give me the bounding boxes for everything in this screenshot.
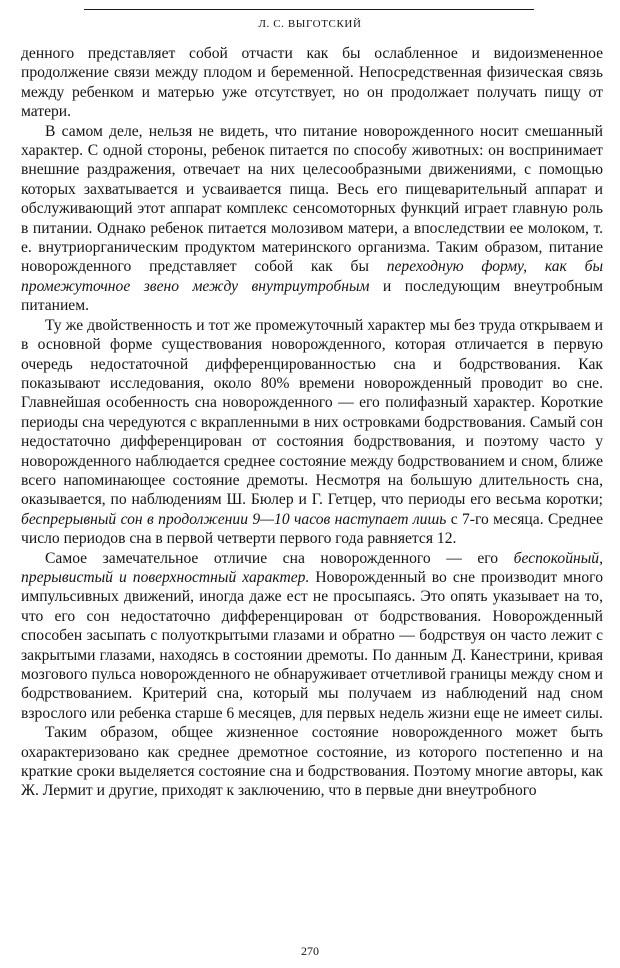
paragraph-3-text-c: с 7-го месяца. Среднее число периодов сна в первой четверти первого года равняется 12. (21, 510, 604, 548)
paragraph-4-text-c: Новорожденный во сне производит много импульсивных движений, иногда даже ест не просыпаясь. Это опять указывает на то, что его сон недостаточно дифференцирован от бодрствования. Новорожденный способен засыпать с полуоткрытыми глазами и обратно — бодрствуя он часто лежит с закрытыми глазами, находясь в состоянии дремоты. По данным Д. Канестрини, кривая мозгового пульса новорожденного не обнаруживает отчетливой границы между сном и бодрствованием. Критерий сна, который мы получаем из наблюдений над сном взрослого или ребенка старше 6 месяцев, для первых недель жизни еще не имеет силы. (21, 568, 603, 722)
paragraph-1-text: денного представляет собой отчасти как бы ослабленное и видоизмененное продолжение связи между плодом и беременной. Непосредственная физическая связь между ребенком и матерью уже отсутствует, но он продолжает получать пищу от матери. (21, 45, 603, 121)
paragraph-4-emphasis: беспокойный, прерывистый и поверхностный характер. (21, 549, 603, 586)
paragraph-1 (21, 44, 603, 122)
header-rule (84, 9, 534, 10)
running-head: Л. С. ВЫГОТСКИЙ (258, 18, 362, 30)
paragraph-5 (21, 723, 603, 801)
paragraph-2-emphasis: переходную форму, как бы промежуточное звено между внутриутробным (21, 258, 604, 295)
page-number: 270 (301, 944, 319, 958)
paragraph-2-text-c: и последующим внеутробным питанием. (21, 277, 603, 315)
body-text (21, 44, 603, 801)
paragraph-2-text-a: В самом деле, нельзя не видеть, что питание новорожденного носит смешанный характер. С одной стороны, ребенок питается по способу животных: он воспринимает внешние раздражения, отвечает на них целесообразными движениями, с помощью которых захватывается и усваивается пища. Весь его пищеварительный аппарат и обслуживающий этот аппарат комплекс сенсомоторных функций играет главную роль в питании. Однако ребенок питается молозивом матери, а впоследствии ее молоком, т. е. внутриорганическим продуктом материнского организма. Таким образом, питание новорожденного представляет собой как бы (21, 122, 603, 276)
paragraph-5-text-a: Таким образом, общее жизненное состояние новорожденного может быть охарактеризовано как среднее дремотное состояние, из которого постепенно и на краткие сроки выделяется состояние сна и бодрствования. Поэтому многие авторы, как Ж. Лермит и другие, приходят к заключению, что в первые дни внеутробного (21, 724, 603, 800)
paragraph-4-text-a: Самое замечательное отличие сна новорожденного — его (45, 549, 514, 567)
paragraph-2 (21, 122, 603, 316)
paragraph-4 (21, 549, 603, 724)
paragraph-3 (21, 316, 603, 549)
paragraph-3-text-a: Ту же двойственность и тот же промежуточный характер мы без труда открываем и в основной форме существования новорожденного, которая отличается в первую очередь недостаточной дифференцированностью сна и бодрствования. Как показывают исследования, около 80% времени новорожденный проводит во сне. Главнейшая особенность сна новорожденного — его полифазный характер. Короткие периоды сна чередуются с вкрапленными в них островками бодрствования. Самый сон недостаточно дифференцирован от состояния бодрствования, и поэтому часто у новорожденного наблюдается среднее состояние между бодрствованием и сном, ближе всего напоминающее состояние дремоты. Несмотря на большую длительность сна, оказывается, по наблюдениям Ш. Бюлер и Г. Гетцер, что периоды его весьма коротки; (21, 316, 603, 509)
paragraph-3-emphasis: беспрерывный сон в продолжении 9—10 часов наступает лишь (21, 510, 447, 528)
